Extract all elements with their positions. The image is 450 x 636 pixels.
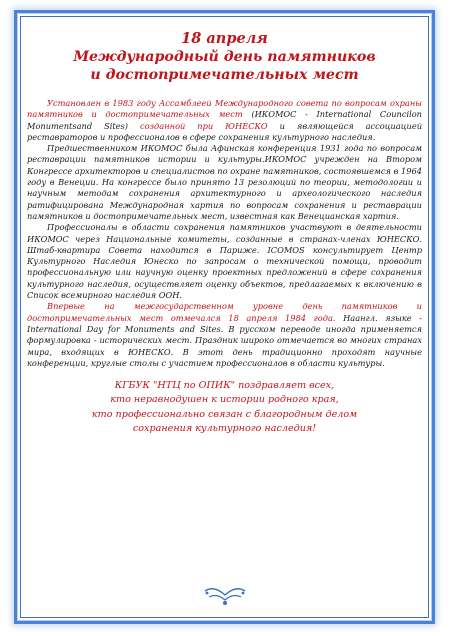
paragraph-1-lead2: созданной при ЮНЕСКО: [139, 120, 268, 131]
paragraph-4-lead: Впервые на межгосударственном уровне день памятников и достопримечательных мест отмечался 18 апреля 1984 года.: [27, 301, 422, 323]
poster-content: [27, 30, 422, 436]
ornament-scroll-icon: [203, 585, 247, 607]
closing-line-4: сохранения культурного наследия!: [132, 422, 317, 434]
paragraph-1-lead: Установлен в 1983 году Ассамблеей Международного совета по вопросам охраны памятников и достопримечательных мест: [27, 98, 422, 120]
closing-line-1: КГБУК "НТЦ по ОПИК" поздравляет всех,: [114, 380, 335, 392]
title-line-1: Международный день памятников: [73, 49, 376, 65]
paragraph-1: [27, 98, 422, 143]
paragraph-2: Предшественником ИКОМОС была Афинская конференция 1931 года по вопросам реставрации памятников истории и культуры.ИКОМОС учрежден на Втором Конгрессе архитекторов и специалистов по охране памятников, состоявшемся в 1964 году в Венеции. На конгрессе было принято 13 резолюций по теории, методологии и научным методам сохранения архитектурного и археологического наследия ратифицирована Международная хартия по вопросам сохранения и реставрации памятников и достопримечательных мест, известная как Венецианская хартия.: [27, 143, 422, 221]
article-body: [27, 98, 422, 369]
paragraph-3: Профессионалы в области сохранения памятников участвуют в деятельности ИКОМОС через Национальные комитеты, созданные в странах-членах ЮНЕСКО. Штаб-квартира Совета находится в Париже. ICOMOS консультирует Центр Культурного Наследия Юнеско по запросам о технической помощи, проводит профессиональную или научную оценку проектных предложений в сфере сохранения культурного наследия, осуществляет оценку объектов, предлагаемых к включению в Список всемирного наследия ООН.: [27, 222, 422, 301]
title-line-2: и достопримечательных мест: [90, 67, 359, 83]
title-date: 18 апреля: [181, 30, 268, 47]
paragraph-1-rest: и являющейся ассоциацией реставраторов и профессионалов в сфере сохранения культурного наследия.: [27, 120, 423, 142]
paragraph-1-mid: (ИКОМОС - International Councilon Monumentsand Sites): [27, 109, 422, 131]
closing-line-2: кто неравнодушен к истории родного края,: [110, 394, 339, 406]
poster-title: [27, 30, 422, 84]
closing-greeting: [27, 379, 422, 436]
closing-line-3: кто профессионально связан с благородным делом: [91, 408, 358, 420]
paragraph-4-rest: Наангл. языке - International Day for Monuments and Sites. В русском переводе иногда применяется формулировка - исторических мест. Праздник широко отмечается во многих странах мира, входящих в ЮНЕСКО. В этот день традиционно проходят научные конференции, круглые столы с участием профессионалов в области культуры.: [27, 312, 422, 368]
paragraph-4: [27, 301, 422, 369]
